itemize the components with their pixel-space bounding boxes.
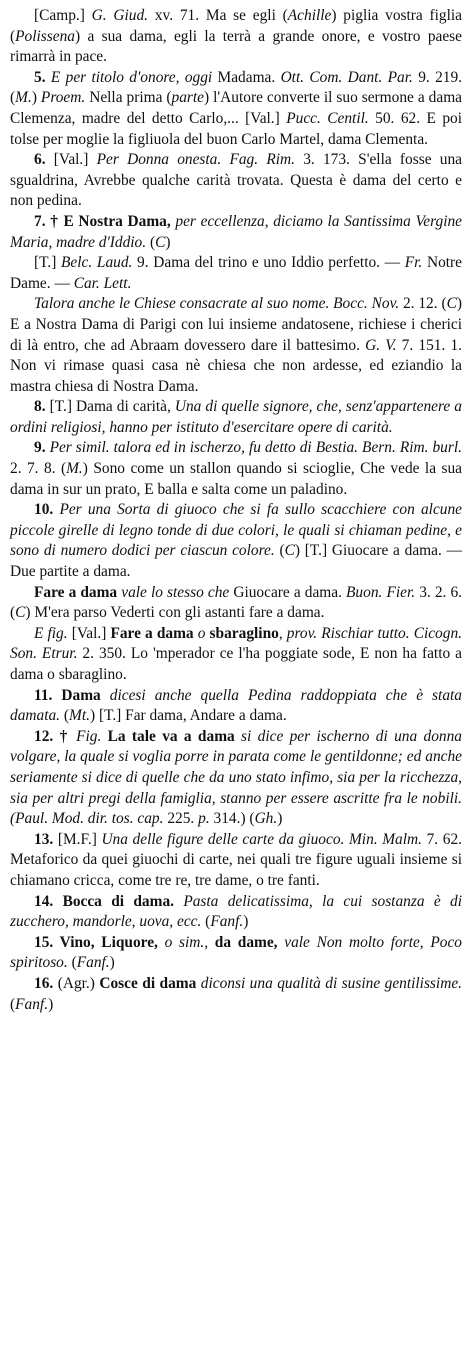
entry-text-run: dicesi anche quella Pedina raddoppiata che è stata damata. bbox=[10, 686, 462, 725]
entry-text-run: ( bbox=[10, 995, 16, 1013]
entry-text-run: sbaraglino bbox=[209, 624, 279, 642]
entry-text-run: Cosce di dama bbox=[99, 974, 201, 992]
entry-4-continuation bbox=[10, 6, 462, 68]
entry-8-dama-di-carita bbox=[10, 397, 462, 438]
entry-text-run: 314.) ( bbox=[209, 810, 255, 828]
entry-text-run: 14. Bocca di dama. bbox=[34, 892, 184, 910]
entry-text-run: Notre Dame. — bbox=[10, 254, 463, 292]
entry-12-va-a-dama bbox=[10, 727, 462, 830]
entry-text-run: Achille bbox=[287, 7, 332, 24]
entry-text-run: (Agr.) bbox=[57, 974, 100, 992]
entry-text-run: C bbox=[284, 542, 295, 560]
entry-text-run: ( bbox=[274, 542, 285, 560]
entry-text-run: [M.F.] bbox=[57, 830, 102, 848]
entry-9-bestia bbox=[10, 438, 462, 500]
entry-text-run: Polissena bbox=[15, 27, 75, 45]
entry-text-run: M. bbox=[66, 460, 83, 478]
entry-11-pedina bbox=[10, 686, 462, 727]
entry-6-donna-onesta bbox=[10, 150, 462, 212]
entry-14-bocca-di-dama bbox=[10, 892, 462, 933]
entry-16-cosce-di-dama bbox=[10, 974, 462, 1015]
entry-text-run: G. Giud. bbox=[91, 7, 149, 24]
entry-text-run: Per una Sorta di giuoco che si fa sullo scacchiere con alcune piccole girelle di legno tonde di due colori, le quali si chiaman pedine, e sono di numero dodici per ciascun colore. bbox=[10, 501, 462, 560]
entry-text-run: ) a sua dama, egli la terrà a grande onore, e vostro paese rimarrà in pace. bbox=[10, 27, 462, 66]
entry-text-run: si dice per ischerno di una donna volgare, la quale si voglia porre in parata come le gentildonne; ed anche seriamente si dice di quelle che da uno stato infimo, sia per la ricchezza, sia per altri pregi della famiglia, stanno per essere ascritte fra le nobili. (Paul. Mod. dir. tos. cap. bbox=[10, 727, 462, 828]
entry-text-run: 8. bbox=[34, 398, 50, 416]
entry-text-run: ( bbox=[146, 233, 156, 251]
entry-text-run: ) bbox=[31, 89, 41, 107]
entry-text-run: Fanf. bbox=[76, 954, 110, 972]
entry-text-run: Talora anche le Chiese consacrate al suo nome. Bocc. Nov. bbox=[34, 295, 400, 313]
entry-text-run: 3. 2. 6. ( bbox=[10, 583, 463, 622]
entry-text-run: ) M'era parso Vederti con gli astanti fare a dama. bbox=[25, 604, 325, 622]
entry-text-run: La tale va a dama bbox=[101, 727, 242, 745]
entry-text-run: 2. 350. Lo 'mperador ce l'ha poggiate sode, E non ha fatto a dama o sbaraglino. bbox=[10, 645, 462, 683]
entry-text-run: ) bbox=[277, 810, 283, 828]
entry-text-run: 225. bbox=[163, 810, 199, 828]
entry-text-run: [Val.] bbox=[53, 151, 97, 169]
entry-text-run: 2. 12. ( bbox=[399, 295, 447, 313]
entry-text-run: [Camp.] bbox=[34, 7, 92, 24]
entry-text-run: 12. † bbox=[34, 727, 77, 745]
entry-text-run: o sim., bbox=[164, 933, 209, 951]
entry-text-run: Fig. bbox=[76, 727, 102, 745]
entry-text-run: 16. bbox=[34, 974, 58, 992]
entry-text-run: [Val.] bbox=[67, 624, 111, 642]
entry-text-run: 11. Dama bbox=[34, 686, 110, 704]
entry-text-run: Buon. Fier. bbox=[346, 583, 416, 601]
entry-text-run: 13. bbox=[34, 830, 58, 848]
entry-text-run: diconsi una qualità di susine gentilissime. bbox=[200, 974, 462, 992]
entry-text-run: G. V. bbox=[365, 336, 397, 354]
entry-text-run: ) bbox=[109, 954, 115, 972]
entry-text-run: 9. Dama del trino e uno Iddio perfetto. — bbox=[132, 254, 405, 272]
entry-7-belcari-citation bbox=[10, 253, 462, 294]
entry-text-run: vale lo stesso che bbox=[121, 583, 230, 601]
entry-text-run: 9. 219. ( bbox=[10, 68, 463, 107]
entry-text-run: Fare a dama bbox=[110, 624, 194, 642]
entry-text-run: ) [T.] Far dama, Andare a dama. bbox=[89, 707, 287, 725]
entry-10-sbaraglino bbox=[10, 624, 462, 686]
entry-text-run: per eccellenza, diciamo la Santissima Vergine Maria, madre d'Iddio. bbox=[10, 212, 462, 251]
entry-text-run: Per simil. talora ed in ischerzo, fu detto di Bestia. Bern. Rim. burl. bbox=[49, 439, 462, 457]
entry-5-madama bbox=[10, 68, 462, 150]
entry-text-run: Fare a dama bbox=[34, 583, 122, 601]
entry-text-run: Fr. bbox=[404, 254, 423, 272]
entry-text-run: Nella prima ( bbox=[85, 89, 172, 107]
entry-text-run: C bbox=[446, 295, 457, 313]
entry-text-run: 5. bbox=[34, 68, 51, 86]
entry-7-chiese bbox=[10, 294, 462, 397]
entry-text-run: p. bbox=[198, 810, 210, 828]
entry-text-run: Madama. bbox=[212, 68, 281, 86]
entry-13-carte bbox=[10, 830, 462, 892]
entry-text-run: 50. 62. E poi tolse per moglie la figliuola del buon Carlo Martel, dama Clementa. bbox=[10, 109, 463, 148]
entry-text-run: ( bbox=[201, 913, 211, 931]
entry-text-run: 10. bbox=[34, 501, 60, 519]
entry-text-run: 7. † E Nostra Dama, bbox=[34, 212, 176, 230]
entry-text-run: 7. 151. 1. Non vi rimase quasi casa nè chiesa che non ardesse, ed eziandio la mastra chiesa di Nostra Dama. bbox=[10, 336, 463, 395]
entry-text-run: E fig. bbox=[34, 624, 68, 642]
entry-text-run: 3. 173. S'ella fosse una sgualdrina, Avrebbe qualche carità trovata. Questa è dama del certo e non pedina. bbox=[10, 151, 462, 210]
entry-text-run: ) E a Nostra Dama di Parigi con lui insieme andatosene, richiese i cherici di là entro, che ad Abraam dovessero dare il battesimo. bbox=[10, 295, 462, 354]
entry-text-run: Proem. bbox=[40, 89, 86, 107]
entry-text-run: Fanf. bbox=[210, 913, 244, 931]
entry-text-run: Pasta delicatissima, la cui sostanza è di zucchero, mandorle, uova, ecc. bbox=[10, 892, 462, 931]
entry-text-run: C bbox=[155, 233, 166, 251]
entry-text-run: ( bbox=[60, 707, 70, 725]
entry-text-run: 7. 62. Metaforico da quei giuochi di carte, nei quali tre figure uguali insieme si chiamano cricca, come tre re, tre dame, o tre fanti. bbox=[10, 830, 462, 889]
entry-text-run: prov. Rischiar tutto. Cicogn. Son. Etrur. bbox=[10, 624, 462, 663]
entry-text-run: da dame, bbox=[208, 933, 285, 951]
entry-text-run: o bbox=[193, 624, 210, 642]
entry-text-run: parte bbox=[171, 89, 205, 107]
entry-text-run: [T.] Dama di carità, bbox=[49, 398, 175, 416]
entry-text-run: 2. 7. 8. ( bbox=[10, 460, 67, 478]
entry-text-run: ) piglia vostra figlia ( bbox=[10, 7, 462, 45]
entry-text-run: ) [T.] Giuocare a dama. — Due partite a dama. bbox=[10, 542, 462, 581]
entry-text-run: Una di quelle signore, che, senz'appartenere a ordini religiosi, hanno per istituto d'esercitare opere di carità. bbox=[10, 398, 462, 436]
entry-text-run: Gh. bbox=[254, 810, 278, 828]
entry-text-run: 9. bbox=[34, 439, 50, 457]
entry-text-run: 15. Vino, Liquore, bbox=[34, 933, 165, 951]
entry-text-run: Giuocare a dama. bbox=[229, 583, 347, 601]
entry-15-vino bbox=[10, 933, 462, 974]
entry-text-run: ) l'Autore converte il suo sermone a dama Clemenza, madre del detto Carlo,... [Val.] bbox=[10, 89, 462, 127]
entry-10-giuoco bbox=[10, 500, 462, 582]
entry-10-fare-a-dama bbox=[10, 583, 462, 624]
entry-7-nostra-dama bbox=[10, 212, 462, 253]
entry-text-run: [T.] bbox=[34, 254, 62, 272]
entry-text-run: ) bbox=[48, 995, 54, 1013]
entry-text-run: Una delle figure delle carte da giuoco. Min. Malm. bbox=[101, 830, 422, 848]
entry-text-run: Car. Lett. bbox=[73, 274, 132, 292]
entry-text-run: M. bbox=[15, 89, 32, 107]
entry-text-run: ) bbox=[243, 913, 249, 931]
entry-text-run: Mt. bbox=[69, 707, 90, 725]
entry-text-run: xv. 71. Ma se egli ( bbox=[148, 7, 288, 24]
entry-text-run: Pucc. Centil. bbox=[286, 109, 369, 127]
entry-text-run: Belc. Laud. bbox=[61, 254, 133, 272]
entry-text-run: C bbox=[15, 604, 26, 622]
entry-text-run: Fanf. bbox=[15, 995, 49, 1013]
entry-text-run: 6. bbox=[34, 151, 54, 169]
entry-text-run: vale Non molto forte, Poco spiritoso. bbox=[10, 933, 462, 972]
entry-text-run: , bbox=[278, 624, 287, 642]
entry-text-run: ( bbox=[67, 954, 77, 972]
entry-text-run: ) bbox=[165, 233, 171, 251]
entry-text-run: E per titolo d'onore, oggi bbox=[50, 68, 213, 86]
entry-text-run: Per Donna onesta. Fag. Rim. bbox=[96, 151, 295, 169]
entry-text-run: Ott. Com. Dant. Par. bbox=[280, 68, 413, 86]
entry-text-run: ) Sono come un stallon quando si scioglie, Che vede la sua dama in sur un prato, E balla e salta come un paladino. bbox=[10, 460, 462, 498]
